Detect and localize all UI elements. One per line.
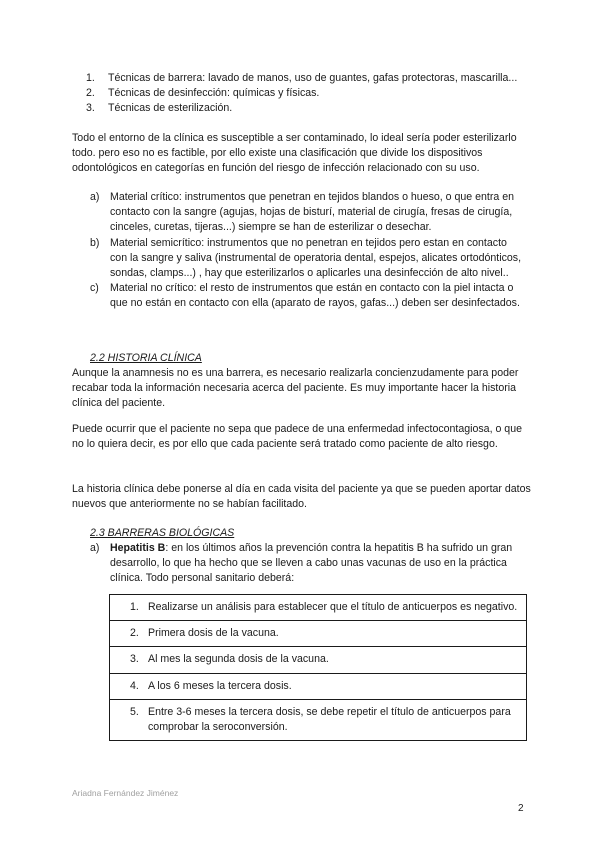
table-row: 5. Entre 3-6 meses la tercera dosis, se debe repetir el título de anticuerpos para comprobar la seroconversión. (110, 699, 527, 740)
table-row: 3. Al mes la segunda dosis de la vacuna. (110, 647, 527, 673)
section-heading-historia: 2.2 HISTORIA CLÍNICA (90, 352, 202, 364)
table-row: 2. Primera dosis de la vacuna. (110, 621, 527, 647)
barrier-techniques-list (86, 71, 526, 117)
vaccination-steps-table (109, 594, 527, 741)
historia-paragraph-1: Aunque la anamnesis no es una barrera, es necesario realizarla concienzudamente para poder recabar toda la información necesaria acerca del paciente. Es muy importante hacer la historia clínica del paciente. (72, 367, 519, 410)
table-row: 4. A los 6 meses la tercera dosis. (110, 673, 527, 699)
materials-list (90, 190, 526, 312)
table-row: 1. Realizarse un análisis para establecer que el título de anticuerpos es negativo. (110, 595, 527, 621)
list-item: 1. Técnicas de barrera: lavado de manos, uso de guantes, gafas protectoras, mascarilla... (86, 72, 518, 84)
intro-paragraph: Todo el entorno de la clínica es susceptible a ser contaminado, lo ideal sería poder esterilizarlo todo. pero eso no es factible, por ello existe una clasificación que divide los dispositivos odontológicos en categorías en función del riesgo de infección relacionado con su uso. (72, 132, 517, 175)
footer-author: Ariadna Fernández Jiménez (72, 788, 179, 798)
list-item: 3. Técnicas de esterilización. (86, 102, 233, 115)
section-heading-barreras: 2.3 BARRERAS BIOLÓGICAS (90, 527, 235, 539)
historia-paragraph-2: Puede ocurrir que el paciente no sepa que padece de una enfermedad infectocontagiosa, o que no lo quiera decir, es por ello que cada paciente será tratado como paciente de alto riesgo. (72, 423, 522, 451)
page-number: 2 (518, 803, 524, 814)
list-item: a) Material crítico: instrumentos que penetran en tejidos blandos o hueso, o que entra en contacto con la sangre (agujas, hojas de bisturí, material de cirugía, fresas de cirugía, cinceles, curetas, tijeras...) siempre se han de esterilizar o desechar. (90, 191, 514, 234)
historia-paragraph-3: La historia clínica debe ponerse al día en cada visita del paciente ya que se pueden aportar datos nuevos que anteriormente no se habían facilitado. (72, 483, 531, 511)
list-item: b) Material semicrítico: instrumentos que no penetran en tejidos pero estan en contacto con la sangre y saliva (instrumental de operatoria dental, espejos, alicates ortodónticos, sondas, clamps...) , hay que esterilizarlos o aplicarles una desinfección de alto nivel.. (90, 236, 522, 280)
hepatitis-b-item: a) Hepatitis B: en los últimos años la prevención contra la hepatitis B ha sufrido un gran desarrollo, lo que ha hecho que se lleven a cabo unas vacunas de uso en la práctica clínica. Todo personal sanitario deberá: (90, 542, 513, 585)
list-item: c) Material no crítico: el resto de instrumentos que están en contacto con la piel intacta o que no están en contacto con ella (aparato de rayos, gafas...) deben ser desinfectados. (90, 282, 520, 310)
hepatitis-b-term: Hepatitis B (110, 542, 166, 554)
hepatitis-b-text: : en los últimos años la prevención contra la hepatitis B ha sufrido un gran desarrollo, lo que ha hecho que se lleven a cabo unas vacunas de uso en la práctica clínica. Todo personal sanitario deberá: (110, 542, 513, 585)
list-item: 2. Técnicas de desinfección: químicas y físicas. (86, 87, 320, 100)
